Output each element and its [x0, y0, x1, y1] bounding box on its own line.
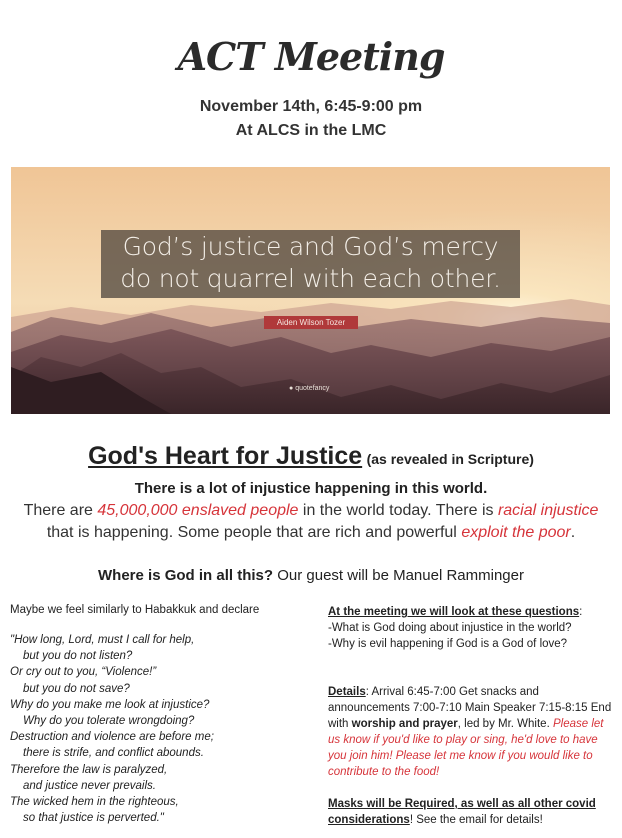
- habakkuk-verse: [10, 632, 310, 826]
- page-title: ACT Meeting: [177, 34, 445, 79]
- details-end: , led by Mr. White.: [457, 718, 550, 730]
- quote-line-1: God’s justice and God’s mercy: [122, 232, 499, 261]
- para-text-3: that is happening. Some people that are rich and powerful: [46, 524, 462, 541]
- details-text: : Arrival 6:45-7:00 Get snacks and announcements 7:00-7:10 Main Speaker 7:15-8:15 End with: [328, 686, 612, 730]
- watermark-text: quotefancy: [295, 385, 330, 392]
- para-text-1: There are: [23, 502, 98, 519]
- lead-sentence: There is a lot of injustice happening in this world.: [134, 480, 488, 497]
- quote-logo-icon: ●: [289, 385, 294, 392]
- verse-line: so that justice is perverted.": [23, 812, 164, 825]
- details-red-note: Please let us know if you'd like to play or sing, he'd love to have you join him! Please let me know if you would like to contribute to the food!: [328, 718, 604, 778]
- quote-line-2: do not quarrel with each other.: [120, 264, 501, 293]
- verse-line: Or cry out to you, “Violence!”: [10, 666, 157, 679]
- verse-line: Therefore the law is paralyzed,: [10, 763, 168, 776]
- details-label: Details: [328, 686, 366, 698]
- verse-line: Why do you make me look at injustice?: [10, 698, 210, 711]
- details-block: [328, 684, 613, 780]
- questions-colon: :: [579, 606, 583, 618]
- para-text-4: .: [570, 524, 576, 541]
- quote-box: [101, 230, 520, 298]
- verse-line: Why do you tolerate wrongdoing?: [23, 715, 195, 728]
- details-bold: worship and prayer: [351, 718, 458, 730]
- questions-heading: [328, 604, 613, 620]
- left-column: [10, 604, 310, 826]
- right-column: [328, 604, 613, 828]
- heading-main: God's Heart for Justice: [88, 442, 363, 470]
- verse-line: but you do not listen?: [23, 650, 133, 663]
- verse-line: but you do not save?: [23, 682, 130, 695]
- heading-note: (as revealed in Scripture): [366, 451, 534, 467]
- question-1: -What is God doing about injustice in the world?: [328, 622, 572, 634]
- guest-line: [0, 567, 622, 584]
- para-text-2: in the world today. There is: [298, 502, 498, 519]
- para-red-3: exploit the poor: [461, 524, 571, 541]
- verse-line: and justice never prevails.: [23, 779, 156, 792]
- verse-line: Destruction and violence are before me;: [10, 731, 214, 744]
- section-heading: [0, 442, 622, 471]
- intro-paragraph: [18, 500, 604, 544]
- question-2: -Why is evil happening if God is a God of love?: [328, 638, 568, 650]
- place-line: At ALCS in the LMC: [235, 122, 387, 139]
- masks-heading: Masks will be Required, as well as all other covid considerations: [328, 798, 596, 826]
- date-line: November 14th, 6:45-9:00 pm: [199, 98, 423, 115]
- verse-line: there is strife, and conflict abounds.: [23, 747, 204, 760]
- verse-line: The wicked hem in the righteous,: [10, 796, 179, 809]
- habakkuk-intro: Maybe we feel similarly to Habakkuk and declare: [10, 604, 260, 616]
- where-question: Where is God in all this?: [98, 567, 274, 584]
- para-red-1: 45,000,000 enslaved people: [97, 502, 299, 519]
- questions-heading-text: At the meeting we will look at these questions: [328, 606, 580, 618]
- masks-block: [328, 796, 613, 828]
- masks-rest: ! See the email for details!: [409, 814, 543, 826]
- verse-line: "How long, Lord, must I call for help,: [10, 634, 195, 646]
- quote-author-badge: Aiden Wilson Tozer: [264, 316, 358, 329]
- guest-text: Our guest will be Manuel Ramminger: [273, 567, 524, 584]
- para-red-2: racial injustice: [497, 502, 599, 519]
- quotefancy-watermark: [289, 385, 329, 392]
